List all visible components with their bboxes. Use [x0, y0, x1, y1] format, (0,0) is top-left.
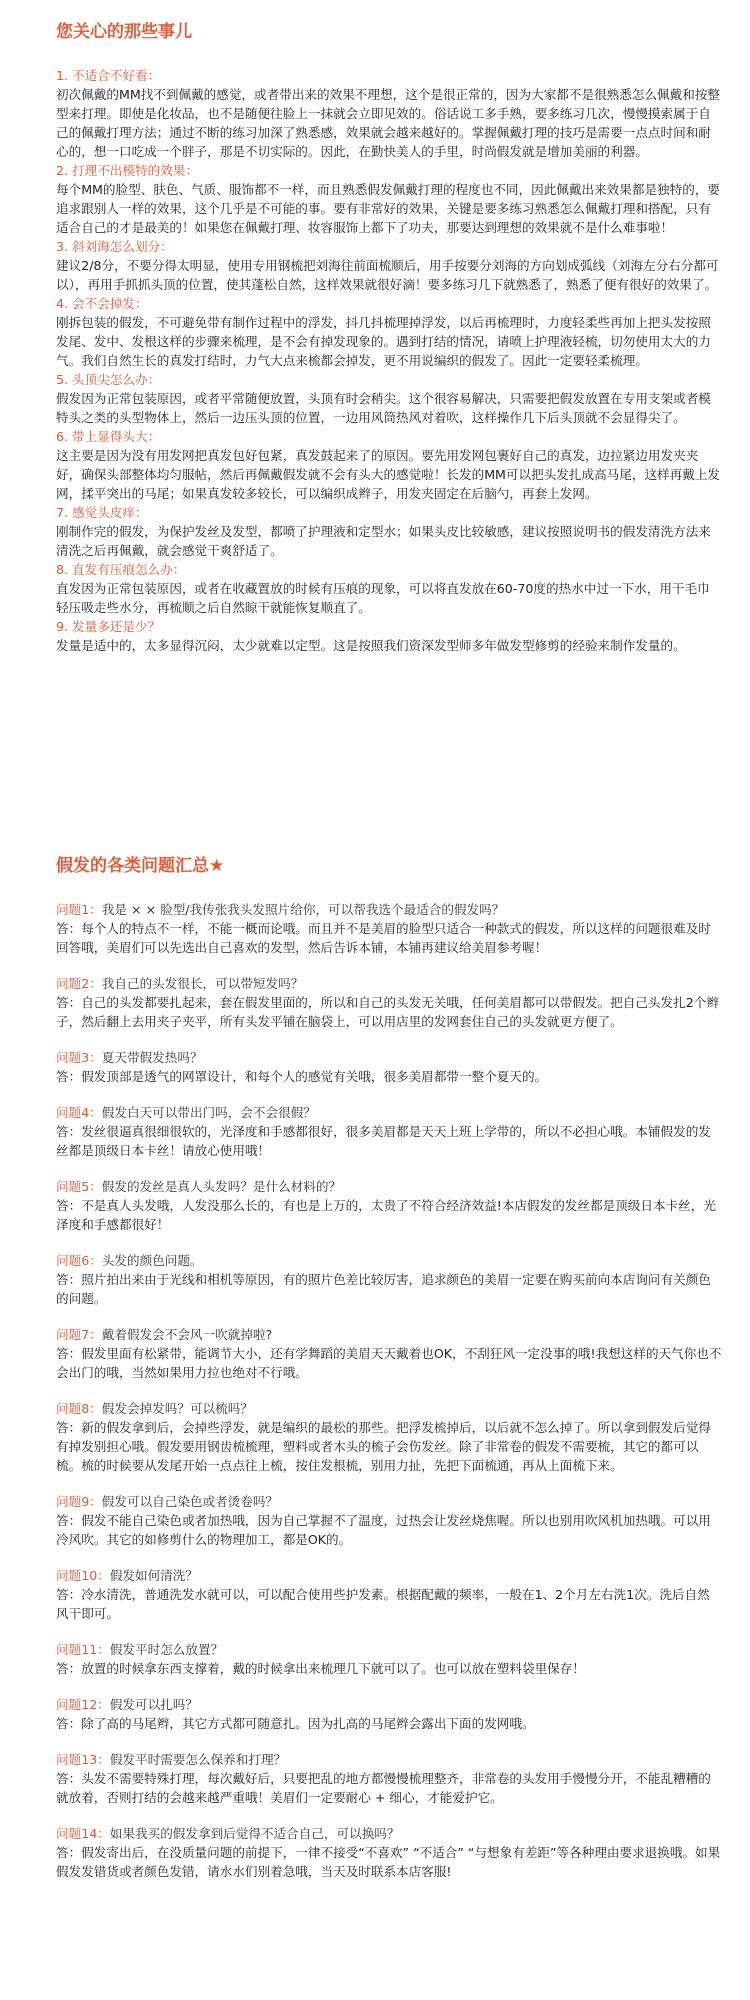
faq-question — [56, 1177, 722, 1196]
faq-question — [56, 974, 722, 993]
concern-body: 直发因为正常包装原因，或者在收藏置放的时候有压痕的现象，可以将直发放在60-70度的热水中过一下水，用干毛巾轻压吸走些水分，再梳顺之后自然晾干就能恢复顺直了。 — [56, 581, 710, 615]
faq-question-text: 夏天带假发热吗？ — [101, 1050, 203, 1065]
faq-answer: 答：头发不需要特殊打理，每次戴好后，只要把乱的地方都慢慢梳理整齐，非常卷的头发用手慢慢分开，不能乱糟糟的就放着，否则打结的会越来越严重哦！美眉们一定要耐心 + 细心，才能爱护它。 — [56, 1771, 711, 1805]
faq-list — [56, 900, 722, 1898]
faq-question-text: 如果我买的假发拿到后觉得不适合自己，可以换吗？ — [109, 1826, 400, 1841]
faq-item — [56, 974, 722, 1031]
concern-item — [56, 370, 722, 427]
faq-question-text: 假发平时需要怎么保养和打理？ — [109, 1752, 287, 1767]
faq-item — [56, 1750, 722, 1807]
concern-heading: 6. 带上显得头大： — [56, 429, 161, 444]
faq-question-number: 问题2： — [56, 976, 102, 991]
faq-item — [56, 1640, 722, 1678]
concern-body: 这主要是因为没有用发网把真发包好包紧，真发鼓起来了的原因。要先用发网包裹好自己的真发，边拉紧边用发夹夹好，确保头部整体均匀服帖，然后再佩戴假发就不会有头大的感觉啦！长发的MM可以把头发扎成高马尾，这样再戴上发网，揉平突出的马尾；如果真发较多较长，可以编织成辫子，用发夹固定在后脑勺，再套上发网。 — [56, 448, 721, 501]
faq-answer: 答：假发不能自己染色或者加热哦，因为自己掌握不了温度，过热会让发丝烧焦喔。所以也别用吹风机加热哦。可以用冷风吹。其它的如修剪什么的物理加工，都是OK的。 — [56, 1513, 711, 1547]
faq-item — [56, 1103, 722, 1160]
faq-question-number: 问题5： — [56, 1179, 102, 1194]
concern-item — [56, 161, 722, 237]
concern-heading: 5. 头顶尖怎么办： — [56, 372, 161, 387]
faq-answer: 答：冷水清洗，普通洗发水就可以，可以配合使用些护发素。根据配戴的频率，一般在1、2个月左右洗1次。洗后自然风干即可。 — [56, 1587, 710, 1621]
concern-heading: 7. 感觉头皮痒： — [56, 505, 148, 520]
faq-question-text: 假发的发丝是真人头发吗？是什么材料的？ — [101, 1179, 342, 1194]
faq-item — [56, 1325, 722, 1382]
concern-body: 刚拆包装的假发，不可避免带有制作过程中的浮发，抖几抖梳理掉浮发，以后再梳理时，力度轻柔些再加上把头发按照发尾、发中、发根这样的步骤来梳理，是不会有掉发现象的。遇到打结的情况，请喷上护理液轻梳，切勿使用太大的力气。我们自然生长的真发打结时，力气大点来梳都会掉发，更不用说编织的假发了。因此一定要轻柔梳理。 — [56, 315, 711, 368]
faq-question-number: 问题3： — [56, 1050, 102, 1065]
faq-question-number: 问题1： — [56, 902, 102, 917]
section-title-concerns: 您关心的那些事儿 — [56, 22, 192, 42]
concern-heading: 2. 打理不出模特的效果： — [56, 163, 198, 178]
concern-body: 初次佩戴的MM找不到佩戴的感觉，或者带出来的效果不理想，这个是很正常的，因为大家都不是很熟悉怎么佩戴和按整型来打理。即使是化妆品，也不是随便往脸上一抹就会立即见效的。俗话说工多手熟，要多练习几次，慢慢摸索属于自己的佩戴打理方法；通过不断的练习加深了熟悉感，效果就会越来越好的。掌握佩戴打理的技巧是需要一点点时间和耐心的，想一口吃成一个胖子，那是不切实际的。因此，在勤快美人的手里，时尚假发就是增加美丽的利器。 — [56, 87, 721, 159]
faq-item — [56, 1566, 722, 1623]
faq-question-number: 问题7： — [56, 1327, 102, 1342]
faq-question-number: 问题14： — [56, 1826, 110, 1841]
faq-answer: 答：假发寄出后，在没质量问题的前提下，一律不接受“不喜欢” “不适合” “与想象有差距”等各种理由要求退换哦。如果假发发错货或者颜色发错，请水水们别着急哦，当天及时联系本店客服! — [56, 1845, 721, 1879]
faq-answer: 答：放置的时候拿东西支撑着，戴的时候拿出来梳理几下就可以了。也可以放在塑料袋里保存！ — [56, 1661, 585, 1676]
concern-heading: 9. 发量多还是少？ — [56, 619, 161, 634]
concern-body: 假发因为正常包装原因，或者平常随便放置，头顶有时会稍尖。这个很容易解决，只需要把假发放置在专用支架或者模特头之类的头型物体上，然后一边压头顶的位置，一边用风筒热风对着吹，这样操作几下后头顶就不会显得尖了。 — [56, 391, 711, 425]
faq-question — [56, 1824, 722, 1843]
faq-answer: 答：每个人的特点不一样，不能一概而论哦。而且并不是美眉的脸型只适合一种款式的假发，所以这样的问题很难及时回答哦，美眉们可以先选出自己喜欢的发型，然后告诉本铺，本铺再建议给美眉参考喔！ — [56, 921, 711, 955]
faq-question — [56, 1566, 722, 1585]
faq-answer: 答：不是真人头发哦，人发没那么长的，有也是上万的，太贵了不符合经济效益!本店假发的发丝都是顶级日本卡丝，光泽度和手感都很好！ — [56, 1198, 716, 1232]
faq-question — [56, 1325, 722, 1344]
faq-question-text: 假发平时怎么放置？ — [109, 1642, 224, 1657]
concern-heading: 1. 不适合不好看： — [56, 68, 161, 83]
faq-item — [56, 1251, 722, 1308]
faq-item — [56, 1177, 722, 1234]
faq-question-text: 假发如何清洗？ — [109, 1568, 198, 1583]
faq-answer: 答：发丝很逼真很细很软的，光泽度和手感都很好，很多美眉都是天天上班上学带的，所以不必担心哦。本铺假发的发丝都是顶级日本卡丝！请放心使用哦！ — [56, 1124, 711, 1158]
faq-question — [56, 1251, 722, 1270]
faq-item — [56, 900, 722, 957]
faq-question — [56, 1103, 722, 1122]
faq-question-text: 假发会掉发吗？可以梳吗？ — [101, 1401, 253, 1416]
faq-question-text: 假发可以自己染色或者烫卷吗？ — [101, 1494, 279, 1509]
faq-question — [56, 1048, 722, 1067]
faq-item — [56, 1824, 722, 1881]
concerns-list — [56, 66, 722, 655]
faq-question — [56, 1750, 722, 1769]
concern-item — [56, 66, 722, 161]
faq-title-text: 假发的各类问题汇总 — [56, 856, 209, 876]
faq-question-text: 假发可以扎吗？ — [109, 1697, 198, 1712]
concern-body: 发量是适中的，太多显得沉闷，太少就难以定型。这是按照我们资深发型师多年做发型修剪的经验来制作发量的。 — [56, 638, 686, 653]
concern-item — [56, 560, 722, 617]
faq-question — [56, 1399, 722, 1418]
faq-answer: 答：自己的头发都要扎起来，套在假发里面的，所以和自己的头发无关哦，任何美眉都可以带假发。把自己头发扎2个辫子，然后翻上去用夹子夹平，所有头发平铺在脑袋上，可以用店里的发网套住自己的头发就更方便了。 — [56, 995, 719, 1029]
faq-answer: 答：除了高的马尾辫，其它方式都可随意扎。因为扎高的马尾辫会露出下面的发网哦。 — [56, 1716, 535, 1731]
concern-heading: 8. 直发有压痕怎么办： — [56, 562, 186, 577]
faq-question-text: 我自己的头发很长，可以带短发吗？ — [101, 976, 304, 991]
concern-item — [56, 427, 722, 503]
section-title-faq — [56, 854, 224, 878]
concern-body: 刚制作完的假发，为保护发丝及发型，都喷了护理液和定型水；如果头皮比较敏感，建议按照说明书的假发清洗方法来清洗之后再佩戴，就会感觉干爽舒适了。 — [56, 524, 711, 558]
star-icon: ★ — [209, 856, 225, 876]
faq-question-number: 问题8： — [56, 1401, 102, 1416]
faq-question — [56, 1492, 722, 1511]
faq-answer: 答：假发里面有松紧带，能调节大小，还有学舞蹈的美眉天天戴着也OK，不刮狂风一定没事的哦!我想这样的天气你也不会出门的哦，当然如果用力拉也绝对不行哦。 — [56, 1346, 722, 1380]
concern-heading: 3. 斜刘海怎么划分： — [56, 239, 173, 254]
concern-item — [56, 237, 722, 294]
concern-body: 建议2/8分，不要分得太明显，使用专用钢梳把刘海往前面梳顺后，用手按要分刘海的方向划成弧线（刘海左分右分都可以），再用手抓抓头顶的位置，使其蓬松自然，这样效果就很好滴！要多练习几下就熟悉了，熟悉了便有很好的效果了。 — [56, 258, 719, 292]
faq-question-number: 问题13： — [56, 1752, 110, 1767]
faq-answer: 答：照片拍出来由于光线和相机等原因，有的照片色差比较厉害，追求颜色的美眉一定要在购买前向本店询问有关颜色的问题。 — [56, 1272, 711, 1306]
faq-question-number: 问题11： — [56, 1642, 110, 1657]
faq-item — [56, 1695, 722, 1733]
concern-heading: 4. 会不会掉发： — [56, 296, 148, 311]
faq-question-text: 假发白天可以带出门吗，会不会很假？ — [101, 1105, 316, 1120]
faq-item — [56, 1399, 722, 1475]
concern-item — [56, 294, 722, 370]
faq-question-text: 戴着假发会不会风一吹就掉啦? — [101, 1327, 273, 1342]
concern-item — [56, 503, 722, 560]
faq-question — [56, 1695, 722, 1714]
faq-question-text: 头发的颜色问题。 — [101, 1253, 203, 1268]
concern-body: 每个MM的脸型、肤色、气质、服饰都不一样，而且熟悉假发佩戴打理的程度也不同，因此佩戴出来效果都是独特的，要追求跟别人一样的效果，这个几乎是不可能的事。要有非常好的效果，关键是要多练习熟悉怎么佩戴打理和搭配，只有适合自己的才是最美的！如果您在佩戴打理、妆容服饰上都下了功夫，那要达到理想的效果就不是什么难事啦！ — [56, 182, 721, 235]
faq-item — [56, 1048, 722, 1086]
faq-question — [56, 900, 722, 919]
faq-answer: 答：假发顶部是透气的网罩设计，和每个人的感觉有关哦，很多美眉都带一整个夏天的。 — [56, 1069, 548, 1084]
faq-question-number: 问题9： — [56, 1494, 102, 1509]
faq-item — [56, 1492, 722, 1549]
faq-question-number: 问题4： — [56, 1105, 102, 1120]
faq-question-text: 我是 × × 脸型/我传张我头发照片给你，可以帮我选个最适合的假发吗？ — [101, 902, 505, 917]
concern-item — [56, 617, 722, 655]
faq-question-number: 问题6： — [56, 1253, 102, 1268]
faq-question — [56, 1640, 722, 1659]
faq-question-number: 问题12： — [56, 1697, 110, 1712]
faq-question-number: 问题10： — [56, 1568, 110, 1583]
faq-answer: 答：新的假发拿到后，会掉些浮发，就是编织的最松的那些。把浮发梳掉后，以后就不怎么掉了。所以拿到假发后觉得有掉发别担心哦。假发要用钢齿梳梳理，塑料或者木头的梳子会伤发丝。除了非常卷的假发不需要梳，其它的都可以梳。梳的时候要从发尾开始一点点往上梳，按住发根梳，别用力扯，先把下面梳通，再从上面梳下来。 — [56, 1420, 711, 1473]
